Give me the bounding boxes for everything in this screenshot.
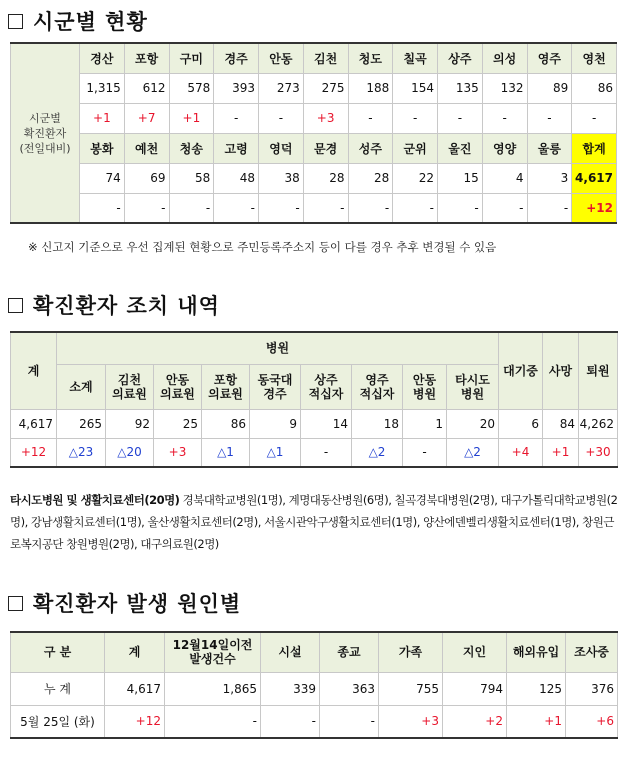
cause-day-cell: 5월 25일 (화) <box>11 705 105 738</box>
hospital-col-header <box>154 364 202 409</box>
treatment-value-cell: 6 <box>499 409 543 438</box>
region-change-cell: - <box>124 193 169 223</box>
cause-total-row <box>11 672 618 705</box>
region-name-cell: 김천 <box>303 43 348 73</box>
treatment-value-cell: 14 <box>301 409 352 438</box>
hospital-col-header-line: 동국대 <box>257 372 293 387</box>
hospital-col-header <box>447 364 499 409</box>
treatment-change-cell: +1 <box>543 438 579 467</box>
treatment-value-cell: 9 <box>250 409 301 438</box>
region-change-cell: - <box>572 103 617 133</box>
region-change-cell: - <box>348 193 393 223</box>
cause-total-cell: 363 <box>320 672 379 705</box>
treatment-value-cell: 4,262 <box>579 409 618 438</box>
cause-table <box>10 631 618 739</box>
region-change-cell: +3 <box>303 103 348 133</box>
region-status-table <box>10 42 617 224</box>
treatment-value-row <box>11 409 618 438</box>
hospital-col-header <box>301 364 352 409</box>
treatment-value-cell: 1 <box>403 409 447 438</box>
hospital-col-header-line: 상주 <box>314 372 338 387</box>
region-count-cell: 3 <box>527 163 572 193</box>
hospital-col-header-line: 경주 <box>263 386 287 401</box>
region-name-cell: 문경 <box>303 133 348 163</box>
cause-day-cell: +1 <box>507 705 566 738</box>
region-count-cell: 15 <box>438 163 483 193</box>
cause-col-header-line: 가족 <box>398 645 423 660</box>
cause-col-header <box>11 632 105 672</box>
region-count-cell: 4 <box>482 163 527 193</box>
treatment-change-cell: +30 <box>579 438 618 467</box>
hospital-col-header <box>57 364 106 409</box>
cause-day-cell: - <box>320 705 379 738</box>
region-count-cell: 28 <box>348 163 393 193</box>
treatment-value-cell: 4,617 <box>11 409 57 438</box>
cause-total-cell: 376 <box>566 672 618 705</box>
hospital-col-header <box>352 364 403 409</box>
col-waiting-header: 대기중 <box>499 332 543 409</box>
region-count-cell: 86 <box>572 73 617 103</box>
treatment-value-cell: 18 <box>352 409 403 438</box>
cause-total-cell: 125 <box>507 672 566 705</box>
section1-title <box>8 6 148 36</box>
treatment-change-cell: △23 <box>57 438 106 467</box>
region-change-cell: - <box>214 193 259 223</box>
treatment-table <box>10 331 618 468</box>
other-hospital-label: 타시도병원 및 생활치료센터(20명) <box>10 493 180 507</box>
region-count-cell: 89 <box>527 73 572 103</box>
section2-title-text: 확진환자 조치 내역 <box>33 294 220 318</box>
region-change-cell: - <box>259 193 304 223</box>
region-change-cell: - <box>482 103 527 133</box>
region-name-cell: 경산 <box>80 43 125 73</box>
region-name-cell: 영천 <box>572 43 617 73</box>
section1-title-text: 시군별 현황 <box>33 10 148 34</box>
treatment-value-cell: 92 <box>106 409 154 438</box>
cause-day-cell: - <box>261 705 320 738</box>
treatment-change-cell: +4 <box>499 438 543 467</box>
region-count-cell: 4,617 <box>572 163 617 193</box>
hospital-col-header-line: 병원 <box>412 386 437 401</box>
checkbox-square-icon <box>8 14 23 29</box>
hospital-col-header <box>250 364 301 409</box>
cause-col-header <box>379 632 443 672</box>
region-name-cell: 합계 <box>572 133 617 163</box>
cause-day-cell: +3 <box>379 705 443 738</box>
region-count-row-2 <box>11 163 617 193</box>
checkbox-square-icon <box>8 298 23 313</box>
treatment-value-cell: 20 <box>447 409 499 438</box>
region-name-cell: 안동 <box>259 43 304 73</box>
region-count-cell: 48 <box>214 163 259 193</box>
cause-total-cell: 4,617 <box>105 672 165 705</box>
treatment-change-cell: - <box>403 438 447 467</box>
treatment-value-cell: 25 <box>154 409 202 438</box>
treatment-change-cell: △2 <box>352 438 403 467</box>
region-change-cell: - <box>527 103 572 133</box>
region-change-cell: - <box>393 193 438 223</box>
region-name-cell: 영주 <box>527 43 572 73</box>
region-name-cell: 칠곡 <box>393 43 438 73</box>
cause-total-cell: 1,865 <box>165 672 261 705</box>
region-name-cell: 청송 <box>169 133 214 163</box>
hospital-col-header-line: 의료원 <box>112 386 147 401</box>
region-name-cell: 청도 <box>348 43 393 73</box>
region-name-cell: 고령 <box>214 133 259 163</box>
hospital-col-header-line: 의료원 <box>160 386 195 401</box>
region-name-cell: 성주 <box>348 133 393 163</box>
region-count-cell: 273 <box>259 73 304 103</box>
region-count-cell: 69 <box>124 163 169 193</box>
region-count-cell: 38 <box>259 163 304 193</box>
region-count-cell: 188 <box>348 73 393 103</box>
region-change-cell: - <box>393 103 438 133</box>
cause-col-header-line: 시설 <box>278 645 302 660</box>
region-count-row-1 <box>11 73 617 103</box>
cause-col-header <box>261 632 320 672</box>
hospital-col-header-line: 포항 <box>213 372 238 387</box>
region-name-cell: 포항 <box>124 43 169 73</box>
treatment-change-cell: △2 <box>447 438 499 467</box>
cause-col-header <box>443 632 507 672</box>
cause-total-cell: 755 <box>379 672 443 705</box>
region-change-cell: - <box>482 193 527 223</box>
treatment-change-cell: △1 <box>250 438 301 467</box>
row-label-cell <box>11 43 80 223</box>
region-note: ※ 신고지 기준으로 우선 집계된 현황으로 주민등록주소지 등이 다를 경우 추후 변경될 수 있음 <box>28 240 497 254</box>
cause-total-cell: 누 계 <box>11 672 105 705</box>
cause-col-header-line: 발생건수 <box>189 652 236 667</box>
treatment-change-cell: +3 <box>154 438 202 467</box>
hospital-col-header-line: 병원 <box>460 386 485 401</box>
region-change-cell: - <box>438 193 483 223</box>
region-count-cell: 28 <box>303 163 348 193</box>
region-change-cell: +7 <box>124 103 169 133</box>
hospital-col-header-line: 타시도 <box>455 372 490 387</box>
region-count-cell: 22 <box>393 163 438 193</box>
region-name-cell: 영덕 <box>259 133 304 163</box>
region-count-cell: 58 <box>169 163 214 193</box>
region-name-cell: 영양 <box>482 133 527 163</box>
treatment-header-row-1 <box>11 332 618 364</box>
col-death-header: 사망 <box>543 332 579 409</box>
region-change-cell: - <box>438 103 483 133</box>
region-count-cell: 612 <box>124 73 169 103</box>
region-count-cell: 393 <box>214 73 259 103</box>
region-header-row-1 <box>11 43 617 73</box>
section3-title <box>8 588 241 618</box>
cause-col-header-line: 지인 <box>462 645 487 660</box>
cause-col-header <box>507 632 566 672</box>
region-change-cell: +12 <box>572 193 617 223</box>
cause-col-header <box>165 632 261 672</box>
region-name-cell: 울진 <box>438 133 483 163</box>
hospital-col-header-line: 적십자 <box>308 386 344 401</box>
region-change-cell: +1 <box>80 103 125 133</box>
region-name-cell: 상주 <box>438 43 483 73</box>
cause-day-cell: +12 <box>105 705 165 738</box>
cause-day-cell: - <box>165 705 261 738</box>
region-change-cell: - <box>214 103 259 133</box>
treatment-change-cell: △20 <box>106 438 154 467</box>
treatment-value-cell: 84 <box>543 409 579 438</box>
hospital-col-header-line: 안동 <box>165 372 190 387</box>
treatment-change-cell: - <box>301 438 352 467</box>
region-name-cell: 구미 <box>169 43 214 73</box>
col-discharged-header: 퇴원 <box>579 332 618 409</box>
other-hospital-text: 경북대학교병원(1명), 계명대동산병원(6명), 칠곡경북대병원(2명), 대구가톨릭대학교병원(2명), 강남생활치료센터(1명), 울산생활치료센터(2명), 서울시관악구생활치료센터(1명), 양산에덴벨리생활치료센터(1명), 창원근로복지공단 창원병원(2명), 대구의료원(2명) <box>10 493 618 551</box>
treatment-value-cell: 265 <box>57 409 106 438</box>
row-label-line: (전일대비) <box>19 141 71 155</box>
hospital-col-header <box>202 364 250 409</box>
region-count-cell: 132 <box>482 73 527 103</box>
cause-col-header-line: 계 <box>128 645 141 660</box>
region-count-cell: 74 <box>80 163 125 193</box>
region-change-cell: - <box>259 103 304 133</box>
cause-col-header-line: 해외유입 <box>512 645 560 660</box>
region-change-cell: - <box>527 193 572 223</box>
row-label-line: 시군별 <box>29 111 61 125</box>
region-change-cell: - <box>348 103 393 133</box>
row-label-line: 확진환자 <box>23 126 67 140</box>
region-change-cell: - <box>80 193 125 223</box>
section3-title-text: 확진환자 발생 원인별 <box>33 592 242 616</box>
hospital-col-header-line: 영주 <box>365 372 389 387</box>
hospital-col-header-line: 김천 <box>117 372 142 387</box>
region-name-cell: 울릉 <box>527 133 572 163</box>
hospital-col-header-line: 소계 <box>69 379 93 394</box>
section2-title <box>8 290 220 320</box>
region-change-row-1 <box>11 103 617 133</box>
region-name-cell: 군위 <box>393 133 438 163</box>
region-change-row-2 <box>11 193 617 223</box>
cause-header-row <box>11 632 618 672</box>
cause-col-header-line: 종교 <box>337 645 361 660</box>
region-count-cell: 1,315 <box>80 73 125 103</box>
region-count-cell: 275 <box>303 73 348 103</box>
treatment-value-cell: 86 <box>202 409 250 438</box>
col-hospital-header: 병원 <box>57 332 499 364</box>
cause-col-header <box>105 632 165 672</box>
cause-day-cell: +6 <box>566 705 618 738</box>
region-change-cell: - <box>169 193 214 223</box>
region-name-cell: 예천 <box>124 133 169 163</box>
cause-col-header-line: 12월14일이전 <box>172 638 253 653</box>
cause-col-header-line: 구 분 <box>43 645 72 660</box>
region-name-cell: 의성 <box>482 43 527 73</box>
hospital-col-header-line: 안동 <box>412 372 437 387</box>
treatment-change-row <box>11 438 618 467</box>
cause-total-cell: 339 <box>261 672 320 705</box>
hospital-col-header-line: 적십자 <box>359 386 395 401</box>
region-name-cell: 경주 <box>214 43 259 73</box>
cause-col-header-line: 조사중 <box>574 645 609 660</box>
cause-col-header <box>320 632 379 672</box>
hospital-col-header <box>106 364 154 409</box>
region-count-cell: 154 <box>393 73 438 103</box>
col-total-header: 계 <box>11 332 57 409</box>
cause-day-cell: +2 <box>443 705 507 738</box>
cause-total-cell: 794 <box>443 672 507 705</box>
region-change-cell: - <box>303 193 348 223</box>
hospital-col-header-line: 의료원 <box>208 386 243 401</box>
cause-day-row <box>11 705 618 738</box>
region-count-cell: 578 <box>169 73 214 103</box>
hospital-col-header <box>403 364 447 409</box>
treatment-change-cell: +12 <box>11 438 57 467</box>
checkbox-square-icon <box>8 596 23 611</box>
region-name-cell: 봉화 <box>80 133 125 163</box>
other-hospital-paragraph <box>10 489 622 555</box>
region-count-cell: 135 <box>438 73 483 103</box>
cause-col-header <box>566 632 618 672</box>
region-header-row-2 <box>11 133 617 163</box>
treatment-change-cell: △1 <box>202 438 250 467</box>
region-change-cell: +1 <box>169 103 214 133</box>
